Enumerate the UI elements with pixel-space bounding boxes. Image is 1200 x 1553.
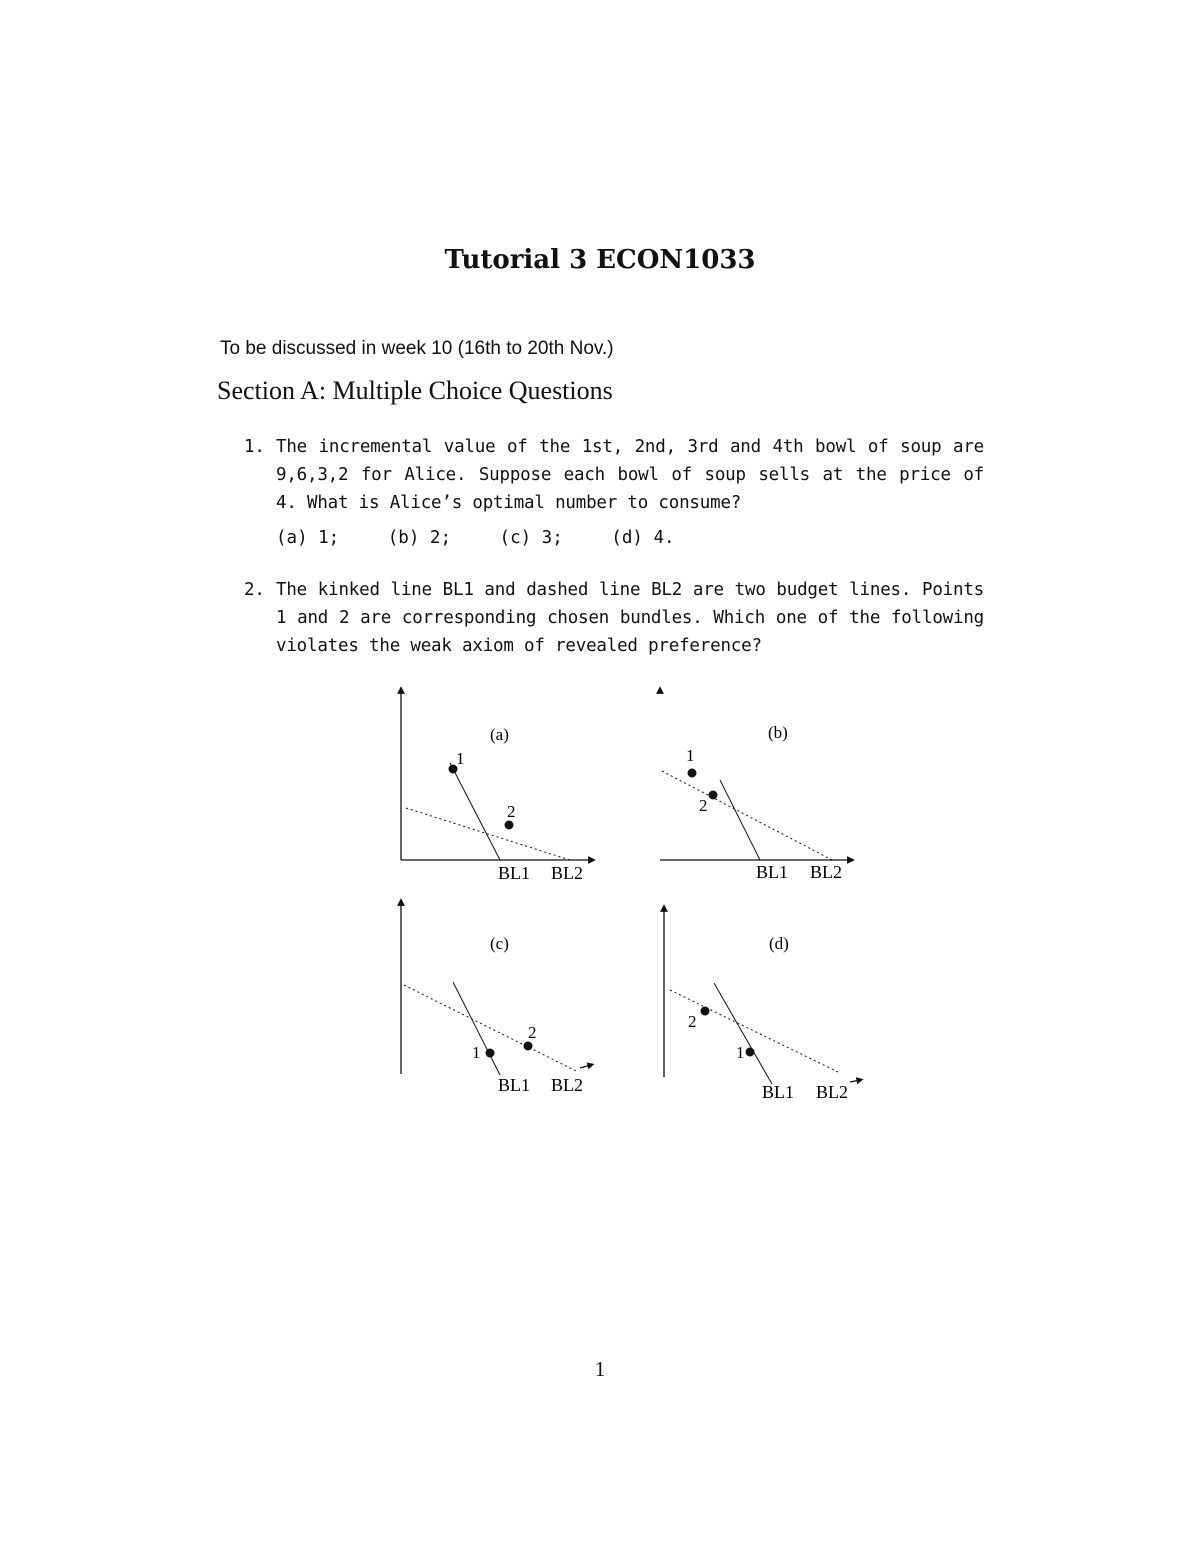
budget-line-1 [720, 780, 760, 860]
page-number: 1 [594, 1357, 606, 1381]
subtitle: To be discussed in week 10 (16th to 20th Nov.) [220, 338, 614, 359]
option-a: (a) 1; [276, 528, 340, 548]
bl2-label: BL2 [816, 1082, 849, 1102]
point-1-label: 1 [686, 746, 695, 765]
point-1 [746, 1048, 755, 1057]
panel-label: (d) [769, 934, 789, 953]
point-1 [486, 1049, 495, 1058]
bl2-label: BL2 [551, 863, 584, 883]
question-1-options [276, 528, 713, 548]
point-1-label: 1 [736, 1043, 745, 1062]
point-2-label: 2 [688, 1012, 697, 1031]
point-1-label: 1 [456, 749, 465, 768]
figure-svg [380, 680, 880, 1110]
budget-line-2 [406, 808, 570, 860]
question-text: The incremental value of the 1st, 2nd, 3rd and 4th bowl of soup are 9,6,3,2 for Alice. Suppose each bowl of soup sells at the price of 4. What is Alice’s optimal number to consume? [276, 437, 984, 513]
budget-line-2 [662, 771, 832, 860]
point-2-label: 2 [507, 802, 516, 821]
budget-line-figure [380, 680, 880, 1114]
bl1-label: BL1 [762, 1082, 795, 1102]
panel-a [401, 690, 592, 883]
question-1 [244, 433, 984, 517]
panel-label: (c) [490, 934, 509, 953]
point-2-label: 2 [528, 1023, 537, 1042]
bl1-label: BL1 [498, 1075, 531, 1095]
x-axis-tip [580, 1065, 591, 1068]
question-number: 1. [244, 437, 265, 457]
point-2 [524, 1042, 533, 1051]
option-d: (d) 4. [611, 528, 675, 548]
x-axis-tip [850, 1080, 860, 1082]
section-heading: Section A: Multiple Choice Questions [217, 376, 613, 405]
option-c: (c) 3; [499, 528, 563, 548]
bl2-label: BL2 [810, 862, 843, 882]
budget-line-2 [670, 990, 838, 1072]
panel-label: (a) [490, 725, 509, 744]
point-1 [688, 769, 697, 778]
bl1-label: BL1 [756, 862, 789, 882]
panel-label: (b) [768, 723, 788, 742]
panel-b [660, 690, 851, 882]
point-2 [709, 791, 718, 800]
panel-c [401, 902, 591, 1095]
point-2-label: 2 [699, 796, 708, 815]
point-1-label: 1 [472, 1043, 481, 1062]
budget-line-1 [714, 983, 772, 1084]
budget-line-2 [404, 985, 576, 1071]
question-number: 2. [244, 580, 265, 600]
option-b: (b) 2; [387, 528, 451, 548]
budget-line-1 [450, 763, 500, 860]
panel-d [664, 908, 860, 1102]
bl1-label: BL1 [498, 863, 531, 883]
page-title: Tutorial 3 ECON1033 [444, 245, 756, 275]
bl2-label: BL2 [551, 1075, 584, 1095]
point-2 [701, 1007, 710, 1016]
question-2 [244, 576, 984, 660]
point-2 [505, 821, 514, 830]
question-text: The kinked line BL1 and dashed line BL2 are two budget lines. Points 1 and 2 are corresponding chosen bundles. Which one of the following violates the weak axiom of revealed preference? [276, 580, 984, 656]
